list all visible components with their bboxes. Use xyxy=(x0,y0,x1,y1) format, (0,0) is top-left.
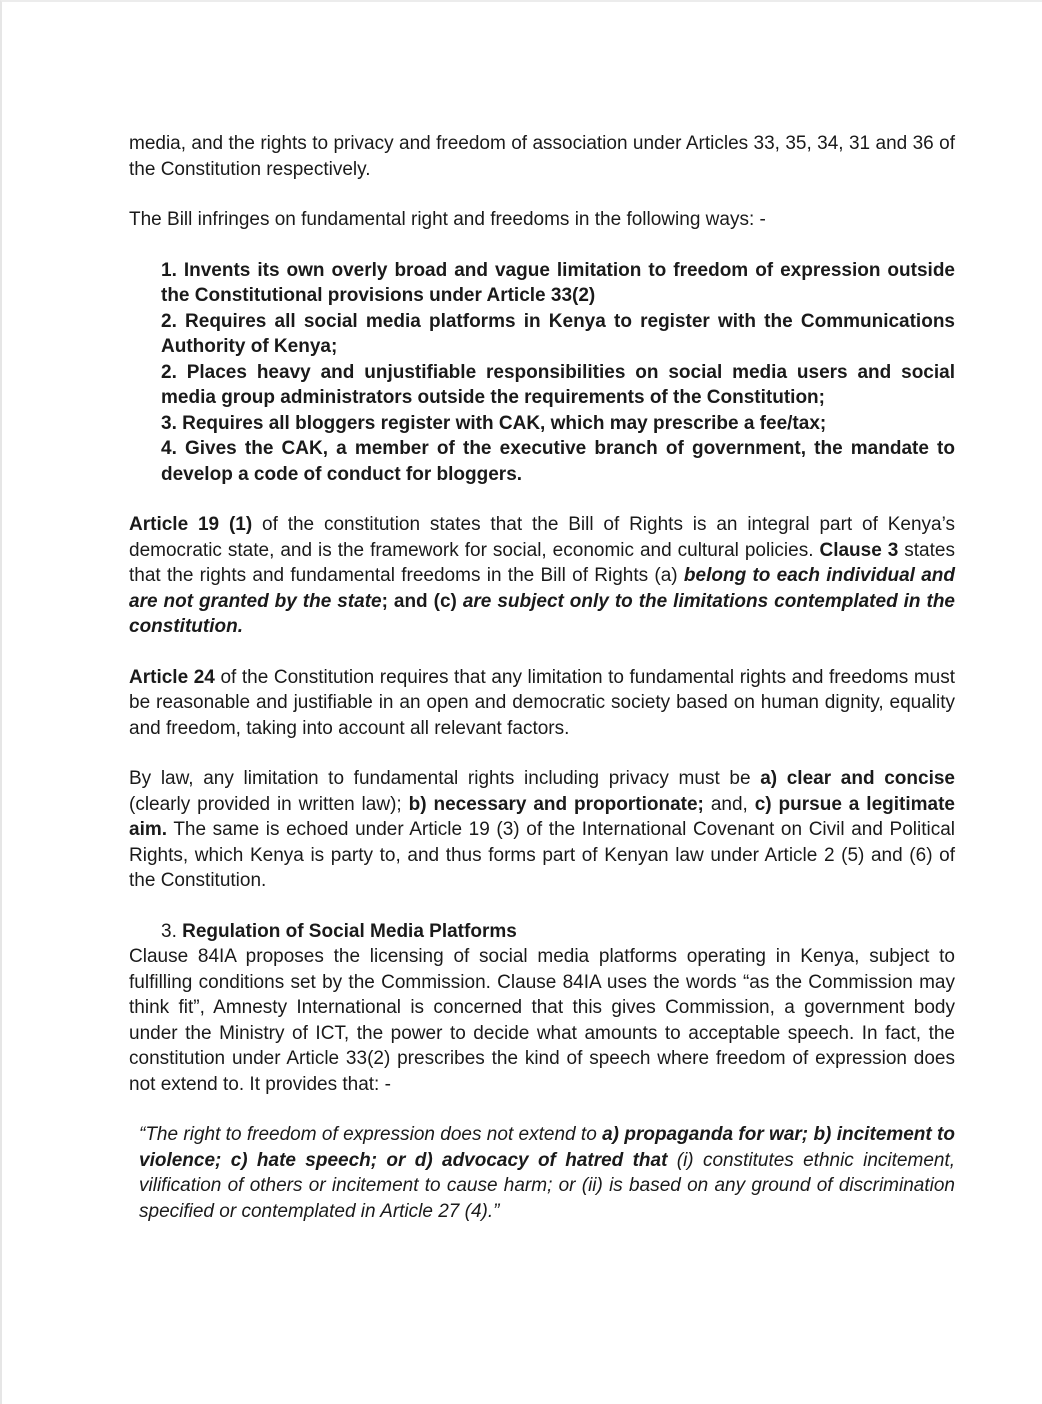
list-item: 3. Requires all bloggers register with CAK, which may prescribe a fee/tax; xyxy=(161,412,827,434)
by-law-text: By law, any limitation to fundamental rights including privacy must be xyxy=(129,768,761,789)
intro-paragraph: media, and the rights to privacy and freedom of association under Articles 33, 35, 34, 31 and 36 of the Constitution respectively. xyxy=(129,133,955,180)
article-19-emphasis: belong to each individual and are not granted by the state xyxy=(129,565,955,612)
list-item: 1. Invents its own overly broad and vague limitation to freedom of expression outside the Constitutional provisions under Article 33(2) xyxy=(161,259,955,306)
article-24-paragraph xyxy=(129,665,955,742)
by-law-criterion: b) necessary and proportionate; xyxy=(408,793,704,815)
article-19-text: of the constitution states that the Bill of Rights is an integral part of Kenya’s democratic state, and is the framework for social, economic and cultural policies. xyxy=(129,514,955,561)
quote-text: “The right to freedom of expression does not extend to xyxy=(139,1124,603,1145)
clause-3-ref: Clause 3 xyxy=(819,539,899,561)
article-19-ref: Article 19 (1) xyxy=(129,514,253,535)
by-law-criterion: a) clear and concise xyxy=(760,768,955,789)
document-body xyxy=(129,131,955,1224)
list-item: 4. Gives the CAK, a member of the executive branch of government, the mandate to develop a code of conduct for bloggers. xyxy=(161,438,955,485)
by-law-criterion: c) pursue a legitimate aim. xyxy=(129,793,955,840)
article-19-text: ; and (c) xyxy=(381,590,463,612)
article-24-ref: Article 24 xyxy=(129,666,215,688)
infringes-paragraph: The Bill infringes on fundamental right and freedoms in the following ways: - xyxy=(129,209,766,230)
infringement-list xyxy=(161,258,955,488)
article-24-text: of the Constitution requires that any limitation to fundamental rights and freedoms must be reasonable and justifiable in an open and democratic society based on human dignity, equality and freedom, taking into account all relevant factors. xyxy=(129,666,955,739)
quote-emphasis: a) propaganda for war; b) incitement to violence; c) hate speech; or d) advocacy of hatred that xyxy=(139,1124,955,1171)
list-item: 2. Requires all social media platforms in Kenya to register with the Communications Authority of Kenya; xyxy=(161,310,955,357)
section-number: 3. xyxy=(161,920,177,942)
by-law-paragraph xyxy=(129,766,955,894)
article-19-paragraph xyxy=(129,512,955,640)
article-19-emphasis: are subject only to the limitations contemplated in the constitution. xyxy=(129,590,955,637)
section-title: Regulation of Social Media Platforms xyxy=(182,920,517,942)
by-law-text: The same is echoed under Article 19 (3) of the International Covenant on Civil and Political Rights, which Kenya is party to, and thus forms part of Kenyan law under Article 2 (5) and (6) of the Constitution. xyxy=(129,819,955,891)
by-law-text: (clearly provided in written law); xyxy=(129,793,409,815)
quote-text: (i) constitutes ethnic incitement, vilification of others or incitement to cause harm; or (ii) is based on any ground of discrimination specified or contemplated in Article 27 (4).” xyxy=(139,1149,956,1222)
article-19-text: states that the rights and fundamental freedoms in the Bill of Rights (a) xyxy=(129,539,955,586)
list-item: 2. Places heavy and unjustifiable responsibilities on social media users and social media group administrators outside the requirements of the Constitution; xyxy=(161,361,955,408)
clause-84ia-paragraph: Clause 84IA proposes the licensing of social media platforms operating in Kenya, subject to fulfilling conditions set by the Commission. Clause 84IA uses the words “as the Commission may think fit”, Amnesty International is concerned that this gives Commission, a government body under the Ministry of ICT, the power to decide what amounts to acceptable speech. In fact, the constitution under Article 33(2) prescribes the kind of speech where freedom of expression does not extend to. It provides that: - xyxy=(129,946,955,1095)
by-law-text: and, xyxy=(703,793,755,815)
article-33-quote xyxy=(129,1122,955,1224)
section-heading xyxy=(161,919,955,945)
